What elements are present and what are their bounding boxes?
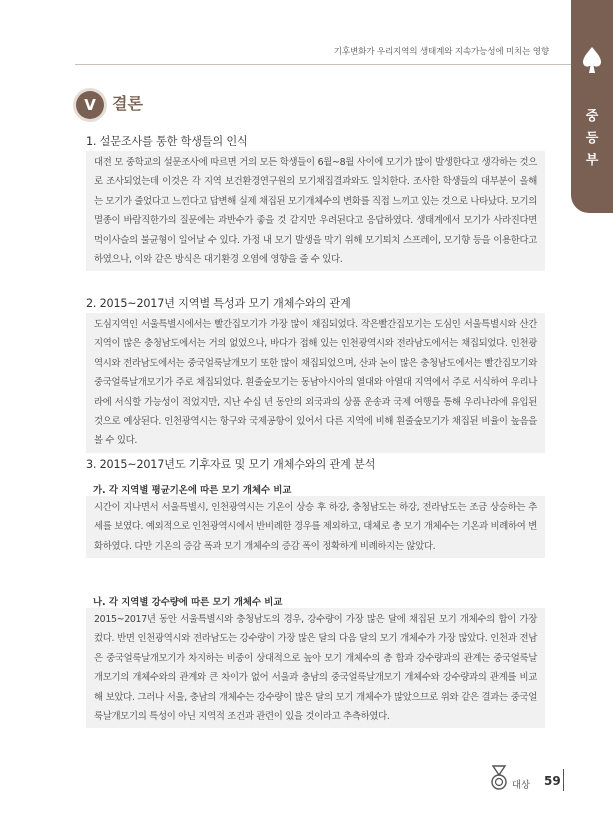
side-tab [571,0,613,213]
side-tab-label-text: 중등부 [585,109,599,168]
footer-divider [563,769,564,791]
subsection-2-body-box [86,313,545,453]
part-na-body: 2015~2017년 동안 서울특별시와 충청남도의 경우, 강수량이 가장 많은 달에 채집된 모기 개체수의 합이 가장 컸다. 반면 인천광역시와 전라남도는 강수량이 가장 많은 달의 다음 달의 모기 개체수가 가장 많았다. 인천과 전남은 중국얼룩날개모기가 차지하는 비중이 상대적으로 높아 모기 개체수의 총 합과 강수량과의 관계는 중국얼룩날개모기의 개체수와의 관계와 큰 차이가 없어 서울과 충남의 중국얼룩날개모기 개체수와 강수량과의 관계를 비교해 보았다. 그러나 서울, 충남의 개체수는 강수량이 많은 달의 모기 개체수가 많았으므로 위와 같은 결과는 중국얼룩날개모기의 특성이 아닌 지역적 조건과 관련이 있을 것이라고 추측하였다. [94,614,537,723]
part-na-heading: 나. 각 지역별 강수량에 따른 모기 개체수 비교 [93,597,283,608]
part-ga-body: 시간이 지나면서 서울특별시, 인천광역시는 기온이 상승 후 하강, 충청남도는 하강, 전라남도는 조금 상승하는 추세를 보였다. 예외적으로 인천광역시에서 반비례한 경우를 제외하고, 대체로 총 모기 개체수는 기온과 비례하여 변화하였다. 다만 기온의 증감 폭과 모기 개체수의 증감 폭이 정확하게 비례하지는 않았다. [94,502,537,552]
subsection-1-body-box [86,151,545,271]
subsection-1-heading: 1. 설문조사를 통한 학생들의 인식 [86,135,248,148]
page-number: 59 [544,774,561,788]
subsection-2-heading: 2. 2015~2017년 지역별 특성과 모기 개체수와의 관계 [86,297,351,310]
part-ga-body-box [86,496,545,558]
medal-icon [490,765,508,791]
subsection-1-body: 대전 모 중학교의 설문조사에 따르면 거의 모든 학생들이 6월~8월 사이에 모기가 많이 발생한다고 생각하는 것으로 조사되었는데 이것은 각 지역 보건환경연구원의 모기채집결과와도 일치한다. 조사한 학생들의 대부분이 올해는 모기가 줄었다고 느낀다고 답변해 실제 채집된 모기개체수의 변화를 직접 느끼고 있는 것으로 나타났다. 모기의 멸종이 바람직한가의 질문에는 과반수가 좋을 것 같지만 우려된다고 응답하였다. 생태계에서 모기가 사라진다면 먹이사슬의 불균형이 일어날 수 있다. 가정 내 모기 발생을 막기 위해 모기퇴치 스프레이, 모기향 등을 이용한다고 하였으나, 이와 같은 방식은 대기환경 오염에 영향을 줄 수 있다. [94,157,537,266]
running-header-title: 기후변화가 우리지역의 생태계와 지속가능성에 미치는 영향 [333,47,549,57]
part-na-body-box [86,608,545,728]
header-divider [75,64,575,65]
subsection-3-heading: 3. 2015~2017년도 기후자료 및 모기 개체수와의 관계 분석 [86,458,376,471]
award-label: 대상 [512,780,531,791]
section-number-badge: V [76,91,104,119]
part-ga-heading: 가. 각 지역별 평균기온에 따른 모기 개체수 비교 [93,485,292,496]
spade-leaf-icon [582,46,602,74]
side-tab-label [571,106,613,172]
subsection-2-body: 도심지역인 서울특별시에서는 빨간집모기가 가장 많이 채집되었다. 작은빨간집모기는 도심인 서울특별시와 산간지역이 많은 충청남도에서는 거의 없었으나, 바다가 접해 있는 인천광역시와 전라남도에서는 채집되었다. 인천광역시와 전라남도에서는 중국얼룩날개모기 또한 많이 채집되었으며, 산과 논이 많은 충청남도에서는 빨간집모기와 중국얼룩날개모기가 주로 채집되었다. 흰줄숲모기는 동남아시아의 열대와 아열대 지역에서 주로 서식하여 우리나라에 서식할 가능성이 적었지만, 지난 수십 년 동안의 외국과의 상품 운송과 국제 여행을 통해 우리나라에 유입된 것으로 예상된다. 인천광역시는 항구와 국제공항이 있어서 다른 지역에 비해 흰줄숲모기가 채집된 비율이 높음을 볼 수 있다. [94,319,537,447]
section-title: 결론 [112,94,143,113]
